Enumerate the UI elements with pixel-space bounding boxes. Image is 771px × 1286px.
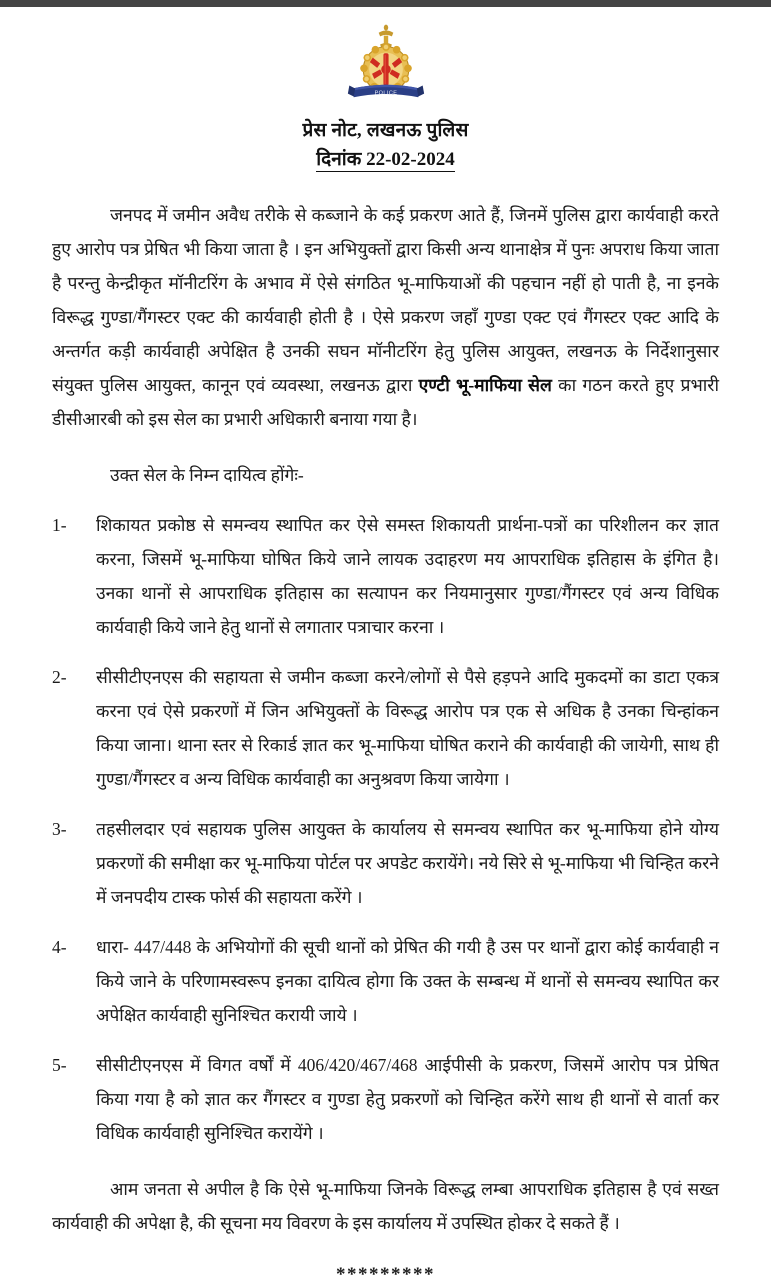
duties-list bbox=[52, 508, 719, 1150]
list-item bbox=[52, 812, 719, 914]
paragraph-intro-part2: का गठन करते हुए प्रभारी डीसीआरबी को इस सेल का प्रभारी अधिकारी बनाया गया है। bbox=[52, 375, 719, 430]
list-item bbox=[52, 930, 719, 1032]
list-item bbox=[52, 508, 719, 644]
svg-text:POLICE: POLICE bbox=[374, 90, 397, 97]
list-item bbox=[52, 660, 719, 796]
list-item bbox=[52, 1048, 719, 1150]
list-item-text: तहसीलदार एवं सहायक पुलिस आयुक्त के कार्यालय से समन्वय स्थापित कर भू-माफिया होने योग्य प्रकरणों की समीक्षा कर भू-माफिया पोर्टल पर अपडेट करायेंगे। नये सिरे से भू-माफिया भी चिन्हित करने में जनपदीय टास्क फोर्स की सहायता करेंगे । bbox=[96, 819, 719, 908]
paragraph-intro-part1: जनपद में जमीन अवैध तरीके से कब्जाने के कई प्रकरण आते हैं, जिनमें पुलिस द्वारा कार्यवाही करते हुए आरोप पत्र प्रेषित भी किया जाता है । इन अभियुक्तों द्वारा किसी अन्य थानाक्षेत्र में पुनः अपराध किया जाता है परन्तु केन्द्रीकृत मॉनीटरिंग के अभाव में ऐसे संगठित भू-माफियाओं की पहचान नहीं हो पाती है, ना इनके विरूद्ध गुण्डा/गैंगस्टर एक्ट की कार्यवाही होती है । ऐसे प्रकरण जहाँ गुण्डा एक्ट एवं गैंगस्टर एक्ट आदि के अन्तर्गत कड़ी कार्यवाही अपेक्षित है उनकी सघन मॉनीटरिंग हेतु पुलिस आयुक्त, लखनऊ के निर्देशानुसार संयुक्त पुलिस आयुक्त, कानून एवं व्यवस्था, लखनऊ द्वारा bbox=[52, 205, 719, 396]
footer-separator: ********* bbox=[336, 1264, 435, 1286]
duties-lead-in: उक्त सेल के निम्न दायित्व होंगेः- bbox=[110, 465, 304, 486]
list-item-text: शिकायत प्रकोष्ठ से समन्वय स्थापित कर ऐसे समस्त शिकायती प्रार्थना-पत्रों का परिशीलन कर ज्ञात करना, जिसमें भू-माफिया घोषित किये जाने लायक उदाहरण मय आपराधिक इतिहास के इंगित है। उनका थानों से आपराधिक इतिहास का सत्यापन कर नियमानुसार गुण्डा/गैंगस्टर एवं अन्य विधिक कार्यवाही किये जाने हेतु थानों से लगातार पत्राचार करना । bbox=[96, 515, 719, 638]
list-item-marker: 5- bbox=[52, 1055, 67, 1076]
list-item-text: सीसीटीएनएस की सहायता से जमीन कब्जा करने/लोगों से पैसे हड़पने आदि मुकदमों का डाटा एकत्र करना एवं ऐसे प्रकरणों में जिन अभियुक्तों के विरूद्ध आरोप पत्र एक से अधिक है उनका चिन्हांकन किया जाना। थाना स्तर से रिकार्ड ज्ञात कर भू-माफिया घोषित कराने की कार्यवाही की जायेगी, साथ ही गुण्डा/गैंगस्टर व अन्य विधिक कार्यवाही का अनुश्रवण किया जायेगा । bbox=[96, 667, 719, 790]
list-item-marker: 1- bbox=[52, 515, 67, 536]
document-content bbox=[0, 7, 771, 1286]
document-body bbox=[52, 198, 719, 1286]
list-item-marker: 3- bbox=[52, 819, 67, 840]
uttar-pradesh-police-emblem-icon bbox=[342, 21, 430, 109]
anti-bhu-mafia-cell-emphasis: एण्टी भू-माफिया सेल bbox=[418, 375, 552, 396]
document-date-text: दिनांक 22-02-2024 bbox=[316, 148, 455, 170]
emblem-container bbox=[52, 21, 719, 113]
document-date bbox=[52, 148, 719, 173]
list-item-text: धारा- 447/448 के अभियोगों की सूची थानों को प्रेषित की गयी है उस पर थानों द्वारा कोई कार्यवाही न किये जाने के परिणामस्वरूप इनका दायित्व होगा कि उक्त के सम्बन्ध में थानों से समन्वय स्थापित कर अपेक्षित कार्यवाही सुनिश्चित करायी जाये । bbox=[96, 937, 719, 1026]
list-item-marker: 2- bbox=[52, 667, 67, 688]
list-item-marker: 4- bbox=[52, 937, 67, 958]
paragraph-intro bbox=[52, 198, 719, 436]
top-border-rule bbox=[0, 0, 771, 7]
list-item-text: सीसीटीएनएस में विगत वर्षों में 406/420/467/468 आईपीसी के प्रकरण, जिसमें आरोप पत्र प्रेषित किया गया है को ज्ञात कर गैंगस्टर व गुण्डा हेतु प्रकरणों को चिन्हित करेंगे साथ ही थानों से वार्ता कर विधिक कार्यवाही सुनिश्चित करायेंगे । bbox=[96, 1055, 719, 1144]
page-title: प्रेस नोट, लखनऊ पुलिस bbox=[302, 120, 469, 141]
closing-paragraph: आम जनता से अपील है कि ऐसे भू-माफिया जिनके विरूद्ध लम्बा आपराधिक इतिहास है एवं सख्त कार्यवाही की अपेक्षा है, की सूचना मय विवरण के इस कार्यालय में उपस्थित होकर दे सकते हैं । bbox=[52, 1179, 719, 1234]
